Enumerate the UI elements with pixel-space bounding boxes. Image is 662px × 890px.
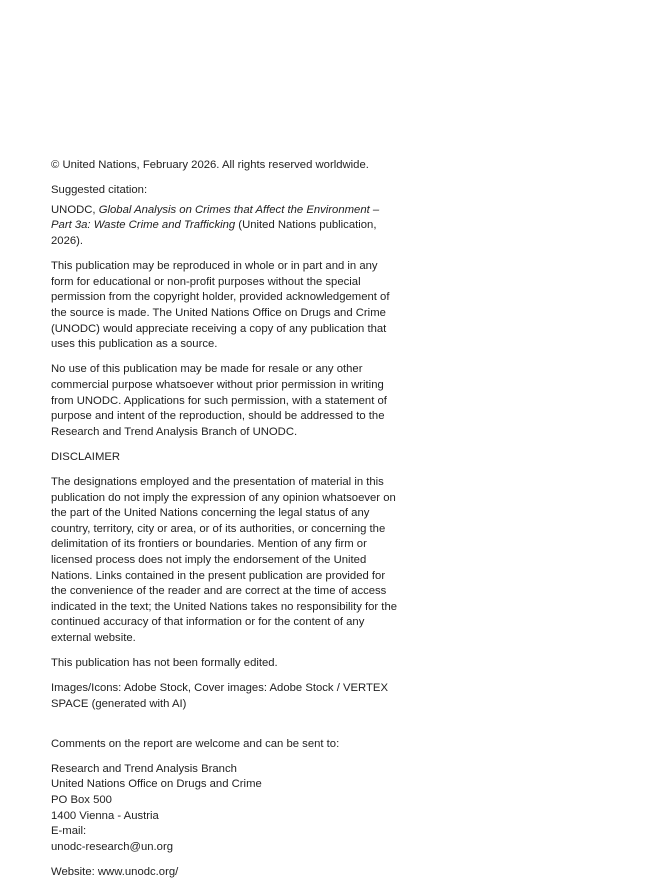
not-edited-notice: This publication has not been formally edited. xyxy=(51,657,278,670)
address-line: PO Box 500 xyxy=(51,793,112,806)
website-line xyxy=(51,865,403,881)
website-label: Website: xyxy=(51,865,98,878)
address-line: United Nations Office on Drugs and Crime xyxy=(51,778,262,791)
citation-label: Suggested citation: xyxy=(51,184,148,197)
comments-invitation: Comments on the report are welcome and can be sent to: xyxy=(51,737,340,750)
address-line: Research and Trend Analysis Branch xyxy=(51,762,237,775)
website-link[interactable]: www.unodc.org/ xyxy=(97,865,179,878)
disclaimer-heading: DISCLAIMER xyxy=(51,450,121,463)
email-line xyxy=(51,824,403,855)
copyright-notice: © United Nations, February 2026. All rights reserved worldwide. xyxy=(51,159,369,171)
postal-address xyxy=(51,762,403,856)
address-line: 1400 Vienna - Austria xyxy=(51,809,159,822)
resale-notice: No use of this publication may be made for resale or any other commercial purpose whatsoever without prior permission in writing from UNODC. Applications for such permission, with a statement of purpose and intent of the reproduction, should be addressed to the Research and Trend Analysis Branch of UNODC. xyxy=(51,363,387,438)
images-credit: Images/Icons: Adobe Stock, Cover images: Adobe Stock / VERTEX SPACE (generated with AI) xyxy=(51,682,388,710)
reproduction-notice: This publication may be reproduced in whole or in part and in any form for educational or non-profit purposes without the special permission from the copyright holder, provided acknowledgement of the source is made. The United Nations Office on Drugs and Crime (UNODC) would appreciate receiving a copy of any publication that uses this publication as a source. xyxy=(51,260,390,351)
disclaimer-text: The designations employed and the presentation of material in this publication do not imply the expression of any opinion whatsoever on the part of the United Nations concerning the legal status of any country, territory, city or area, or of its authorities, or concerning the delimitation of its frontiers or boundaries. Mention of any firm or licensed process does not imply the endorsement of the United Nations. Links contained in the present publication are provided for the convenience of the reader and are correct at the time of access indicated in the text; the United Nations takes no responsibility for the continued accuracy of that information or for the content of any external website. xyxy=(51,476,398,644)
email-label: E-mail: xyxy=(51,825,87,838)
citation-prefix: UNODC, xyxy=(51,203,99,216)
citation-title: Global Analysis on Crimes that Affect the Environment – Part 3a: Waste Crime and Trafficking xyxy=(51,203,380,232)
imprint-page xyxy=(51,158,403,890)
email-link[interactable]: unodc-research@un.org xyxy=(51,840,173,853)
citation-text xyxy=(51,203,403,250)
citation-suffix: (United Nations publication, 2026). xyxy=(51,219,377,247)
